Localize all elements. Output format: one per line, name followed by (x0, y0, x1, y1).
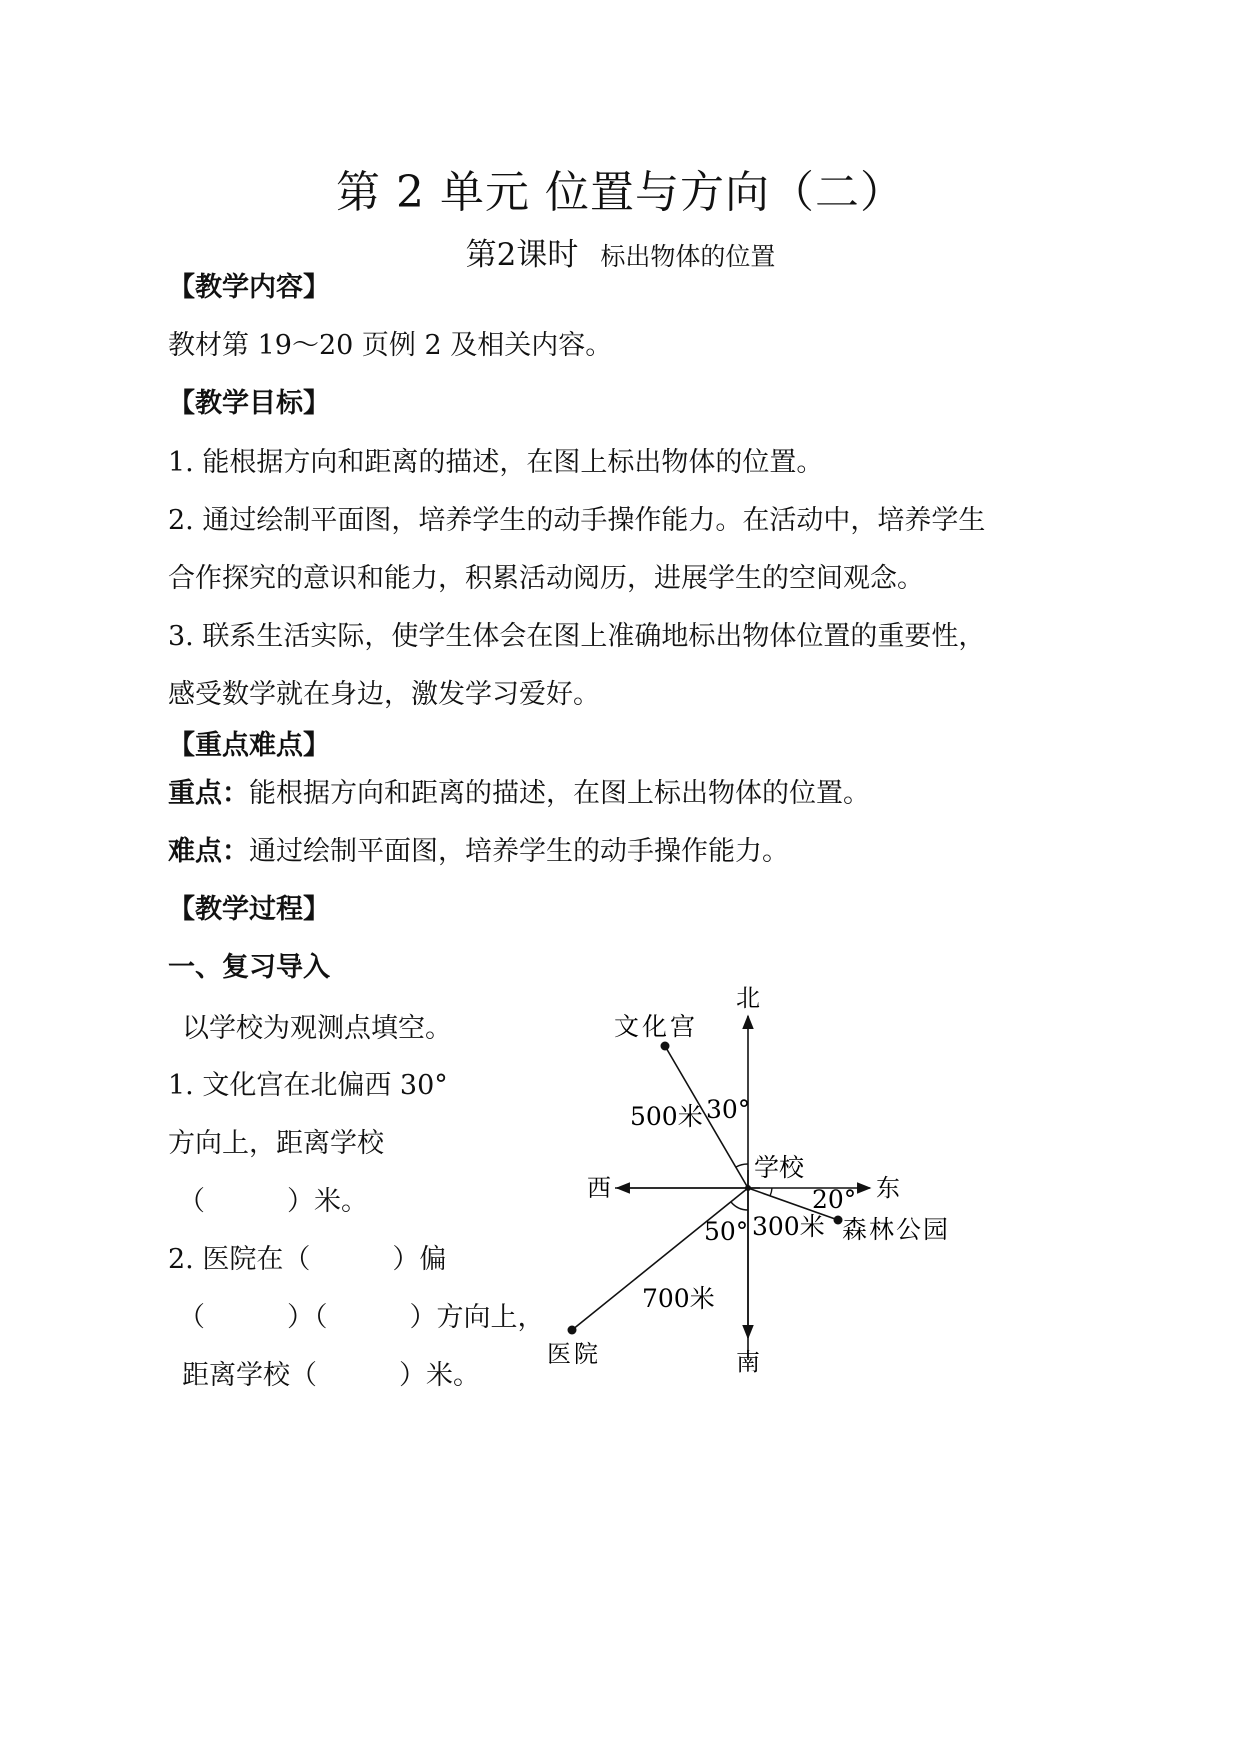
label-distance-forest: 300米 (752, 1212, 825, 1241)
blank-open: （ (178, 1186, 205, 1217)
label-distance-hospital: 700米 (642, 1284, 715, 1313)
content-text: 教材第 19～20 页例 2 及相关内容。 (168, 330, 613, 361)
school-dot (745, 1185, 751, 1191)
label-hospital: 医院 (547, 1340, 601, 1368)
goal-2-line2: 合作探究的意识和能力，积累活动阅历，进展学生的空间观念。 (168, 563, 924, 594)
q2-line3-a: 距离学校（ (182, 1360, 317, 1391)
page-title: 第 2 单元 位置与方向（二） (336, 167, 905, 218)
hospital-dot (568, 1326, 577, 1335)
heading-key-points: 【重点难点】 (168, 730, 330, 761)
label-angle-30: 30° (706, 1095, 751, 1124)
goal-3-line2: 感受数学就在身边，激发学习爱好。 (168, 679, 600, 710)
angle-arc-30 (736, 1164, 748, 1167)
label-culture-palace: 文化宫 (614, 1012, 699, 1041)
q2-line3-b: ）米。 (399, 1360, 480, 1391)
label-angle-20: 20° (812, 1185, 857, 1214)
goal-2-line1: 2. 通过绘制平面图，培养学生的动手操作能力。在活动中，培养学生 (168, 505, 986, 536)
label-south: 南 (736, 1348, 760, 1376)
q2-line2-b: ）（ (287, 1302, 328, 1333)
culture-palace-dot (661, 1042, 670, 1051)
exercise-intro: 以学校为观测点填空。 (182, 1013, 452, 1044)
q2-text-b: ）偏 (392, 1244, 447, 1275)
q2-line2-a: （ (178, 1302, 205, 1333)
part-1-heading: 一、复习导入 (168, 952, 330, 983)
key-text: 能根据方向和距离的描述，在图上标出物体的位置。 (249, 778, 870, 809)
angle-arc-20 (770, 1188, 772, 1196)
question-1-line1: 1. 文化宫在北偏西 30° (168, 1070, 448, 1101)
label-north: 北 (736, 984, 760, 1012)
goal-3-line1: 3. 联系生活实际，使学生体会在图上准确地标出物体位置的重要性， (168, 621, 986, 652)
label-angle-50: 50° (704, 1217, 749, 1246)
lesson-name: 标出物体的位置 (600, 242, 776, 271)
q2-text-a: 2. 医院在（ (168, 1244, 311, 1275)
q2-line2-c: ）方向上， (409, 1302, 545, 1333)
lesson-number: 第2课时 (465, 237, 579, 273)
label-school: 学校 (754, 1153, 805, 1182)
difficulty-text: 通过绘制平面图，培养学生的动手操作能力。 (249, 836, 789, 867)
goal-1: 1. 能根据方向和距离的描述，在图上标出物体的位置。 (168, 447, 824, 478)
angle-arc-50 (731, 1202, 748, 1210)
heading-process: 【教学过程】 (168, 894, 330, 925)
question-1-line2: 方向上，距离学校 (168, 1128, 384, 1159)
label-distance-culture: 500米 (630, 1102, 703, 1131)
key-label: 重点： (168, 778, 249, 809)
label-forest-park: 森林公园 (842, 1215, 951, 1244)
blank-close: ）米。 (287, 1186, 368, 1217)
heading-goals: 【教学目标】 (168, 388, 330, 419)
label-east: 东 (876, 1174, 900, 1202)
difficulty-label: 难点： (168, 836, 249, 867)
heading-content: 【教学内容】 (168, 272, 330, 303)
label-west: 西 (587, 1174, 611, 1202)
